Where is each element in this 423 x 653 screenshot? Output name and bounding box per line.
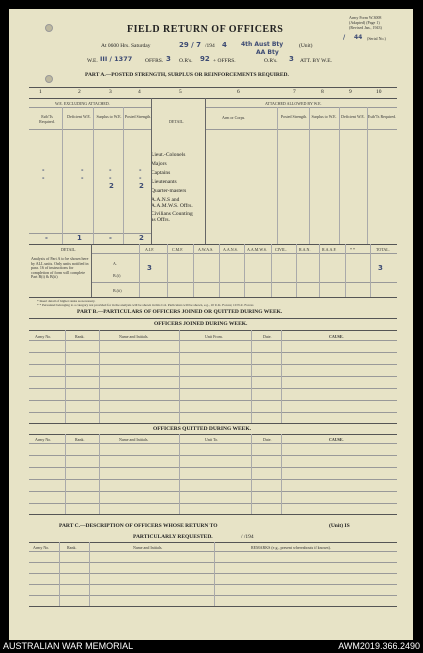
rule [29, 562, 397, 563]
col-divider [319, 244, 320, 297]
rule [29, 491, 397, 492]
offrs-handwritten: 3 [166, 55, 171, 63]
rule [29, 542, 397, 543]
rule [205, 129, 397, 130]
col3-mark: - [109, 167, 112, 174]
joined-header: Unit From. [205, 334, 223, 339]
plus-ors-label: O.R's. [264, 58, 278, 64]
col-number: 4 [138, 89, 141, 95]
col-divider [271, 244, 272, 297]
rule [29, 400, 397, 401]
col-divider [277, 107, 278, 244]
serial-label: (Serial No.) [367, 36, 386, 41]
rule [29, 434, 397, 435]
quitted-header: Rank. [75, 437, 85, 442]
joined-header: CAUSE. [329, 334, 344, 339]
header-arm-corps: Arm or Corps. [222, 115, 246, 120]
col3-value: 2 [109, 182, 114, 190]
total-col3: - [109, 234, 112, 242]
col-divider [309, 107, 310, 244]
serial-blank: / [343, 34, 346, 41]
quitted-header: CAUSE. [329, 437, 344, 442]
analysis-header: C.M.F. [172, 247, 184, 252]
rule [29, 606, 397, 607]
att-handwritten: 3 [289, 55, 294, 63]
quitted-title: OFFICERS QUITTED DURING WEEK. [153, 426, 251, 432]
part-c-header: REMARKS (e.g., present whereabouts if known). [251, 545, 331, 550]
adapted-note: (Adapted) (Page 1) [349, 20, 380, 25]
col4-mark: - [139, 167, 142, 174]
plus-offrs-label: + OFFRS. [213, 58, 236, 64]
col-number: 1 [39, 89, 42, 95]
col-divider [167, 244, 168, 297]
col-divider [93, 107, 94, 244]
joined-header: Name and Initials. [119, 334, 149, 339]
part-c-header: Rank. [67, 545, 77, 550]
col-number: 5 [179, 89, 182, 95]
we-excluding-header: W.E. EXCLUDING ATTACHED. [55, 101, 110, 106]
rank-label: as Offrs. [151, 217, 170, 223]
col3-mark: - [109, 175, 112, 182]
col4-mark: - [139, 175, 142, 182]
analysis-aif-value: 3 [147, 264, 152, 272]
col-divider [62, 107, 63, 244]
part-c-header: Name and Initials. [133, 545, 163, 550]
header-estbts: Estb'Ts Required. [39, 114, 55, 124]
col-divider [251, 330, 252, 423]
rank-label: Lieutenants [151, 179, 177, 185]
rank-label: Lieut.-Colonels [151, 152, 186, 158]
col-divider [281, 330, 282, 423]
col-divider [296, 244, 297, 297]
rule [29, 388, 397, 389]
rule [29, 573, 397, 574]
part-c-unit: (Unit) IS [329, 523, 350, 529]
rule [29, 467, 397, 468]
col-divider [219, 244, 220, 297]
rule [205, 107, 397, 108]
col-divider [370, 244, 371, 297]
quitted-header: Date. [263, 437, 272, 442]
ors-handwritten: 92 [200, 55, 210, 63]
analysis-header: A.W.A.S. [198, 247, 214, 252]
col-number: 6 [237, 89, 240, 95]
col-divider [251, 434, 252, 514]
rank-label: Majors [151, 161, 167, 167]
col-divider [139, 244, 140, 297]
quitted-header: Name and Initials. [119, 437, 149, 442]
punch-hole [45, 24, 53, 32]
footnote: * * Personnel belonging to a category not provided for in the analysis will be shown in this Col. Particulars will be shown, e.g., 10 U.K. Forces; 10 N.Z. Forces [37, 303, 254, 307]
rule [29, 107, 151, 108]
part-c-line1: PART C.—DESCRIPTION OF OFFICERS WHOSE RETURN TO [59, 523, 218, 529]
footer-accession: AWM2019.366.2490 [338, 641, 420, 651]
year-handwritten: 4 [222, 41, 227, 49]
header-deficient-att: Deficient W.E. [341, 114, 365, 119]
date-handwritten: 29 / 7 [179, 41, 202, 49]
rank-label: Civilians Counting [151, 211, 193, 217]
rule [29, 98, 397, 99]
part-a-title: PART A.—POSTED STRENGTH, SURPLUS OR REINFORCEMENTS REQUIRED. [85, 72, 289, 78]
offrs-label: OFFRS. [145, 58, 164, 64]
col-divider [151, 98, 152, 244]
rule [29, 551, 397, 552]
col-divider [99, 330, 100, 423]
rule [29, 340, 397, 341]
col2-mark: - [81, 175, 84, 182]
total-col1: - [45, 234, 48, 242]
unit-label: (Unit) [299, 43, 313, 49]
army-form-number: Army Form W.3008 [349, 15, 382, 20]
col-number: 9 [349, 89, 352, 95]
analysis-header: R.A.A.F. [322, 247, 337, 252]
analysis-row: B.(ii) [113, 288, 122, 293]
rule [29, 503, 397, 504]
col-number: 3 [109, 89, 112, 95]
col-divider [179, 434, 180, 514]
unit-handwritten: 4th Aust Bty [241, 41, 284, 48]
col-divider [99, 434, 100, 514]
col-divider [59, 542, 60, 606]
header-posted-att: Posted Strength. [280, 114, 308, 119]
rule [29, 364, 397, 365]
year-prefix: /194 [205, 43, 215, 49]
part-c-date: / /194 [241, 534, 254, 540]
footer-institution: AUSTRALIAN WAR MEMORIAL [3, 641, 134, 651]
col-number: 2 [78, 89, 81, 95]
col-divider [367, 107, 368, 244]
serial-year: 44 [354, 34, 363, 41]
part-c-header: Army No. [33, 545, 50, 550]
we-handwritten: III / 1377 [100, 55, 133, 63]
joined-header: Army No. [35, 334, 52, 339]
joined-header: Date. [263, 334, 272, 339]
col-divider [65, 434, 66, 514]
joined-title: OFFICERS JOINED DURING WEEK. [154, 321, 248, 327]
at-line-prefix: At 0600 Hrs. Saturday [101, 43, 151, 49]
analysis-header: A.A.M.W.S. [247, 247, 267, 252]
header-surplus-att: Surplus to W.E. [311, 114, 337, 119]
analysis-row: B.(i) [113, 273, 121, 278]
analysis-header: DETAIL. [61, 247, 77, 252]
header-estbts-att: Estb'Ts Required. [367, 114, 397, 119]
analysis-header: A.I.F. [145, 247, 155, 252]
quitted-header: Unit To. [205, 437, 219, 442]
punch-hole [45, 75, 53, 83]
ors-label: O.R's. [179, 58, 193, 64]
col4-value: 2 [139, 182, 144, 190]
col-divider [214, 542, 215, 606]
part-c-line2: PARTICULARLY REQUESTED. [133, 534, 213, 540]
rule [29, 423, 397, 424]
col-number: 7 [293, 89, 296, 95]
col-divider [123, 107, 124, 244]
col-divider [89, 542, 90, 606]
col-number: 8 [321, 89, 324, 95]
col-divider [205, 98, 206, 244]
rank-label: A.A.M.W.S. Offrs. [151, 203, 193, 209]
att-label: ATT. BY W.E. [300, 58, 332, 64]
rule [29, 584, 397, 585]
rank-label: A.A.N.S and [151, 197, 180, 203]
rule [29, 352, 397, 353]
joined-header: Rank. [75, 334, 85, 339]
col-divider [65, 330, 66, 423]
col-divider [179, 330, 180, 423]
analysis-header: R.A.N. [299, 247, 311, 252]
col-number: 10 [376, 89, 382, 95]
rule [29, 455, 397, 456]
col-divider [339, 107, 340, 244]
col1-mark: - [42, 175, 45, 182]
analysis-header: CIVIL. [275, 247, 287, 252]
col2-mark: - [81, 167, 84, 174]
analysis-note: Analysis of Part A to be shown here by ALL units. Only units notified in para. 16 of instructions for completion of form will complete Part B(i) & B(ii) [31, 256, 89, 280]
analysis-total-value: 3 [378, 264, 383, 272]
header-deficient: Deficient W.E. [67, 114, 91, 119]
attached-allowed-header: ATTACHED ALLOWED BY W.E. [265, 101, 322, 106]
we-label: W.E. [87, 58, 98, 64]
rule [29, 87, 397, 88]
rule [29, 330, 397, 331]
rule [29, 443, 397, 444]
analysis-header: A.A.N.S. [223, 247, 238, 252]
part-b-title: PART B.—PARTICULARS OF OFFICERS JOINED OR QUITTED DURING WEEK. [77, 309, 283, 315]
analysis-header: * * [350, 247, 355, 252]
col-divider [193, 244, 194, 297]
rule [29, 376, 397, 377]
header-surplus: Surplus to W.E. [96, 114, 122, 119]
col-divider [91, 244, 92, 297]
form-title: FIELD RETURN OF OFFICERS [127, 24, 284, 35]
header-posted: Posted Strength. [124, 114, 152, 119]
col-divider [345, 244, 346, 297]
revised-note: (Revised Jan., 1943) [349, 25, 382, 30]
rule [29, 297, 397, 298]
rank-label: Quarter-masters [151, 188, 187, 194]
footnote: * Insert detail of higher ranks as necessary. [37, 299, 96, 303]
rule [29, 595, 397, 596]
rule [29, 479, 397, 480]
rule [29, 412, 397, 413]
rule [29, 129, 151, 130]
header-detail: DETAIL. [169, 119, 185, 124]
rule [29, 244, 397, 245]
total-col4: 2 [139, 234, 144, 242]
quitted-header: Army No. [35, 437, 52, 442]
total-col2: 1 [77, 234, 82, 242]
plus-ors-handwritten: AA Bty [256, 49, 279, 56]
rank-label: Captains [151, 170, 171, 176]
analysis-header: TOTAL. [376, 247, 390, 252]
analysis-row: A. [113, 261, 117, 266]
rule [29, 318, 397, 319]
col-divider [281, 434, 282, 514]
form-page [9, 9, 413, 640]
archive-footer [0, 640, 423, 653]
rule [29, 514, 397, 515]
col1-mark: - [42, 167, 45, 174]
col-divider [244, 244, 245, 297]
